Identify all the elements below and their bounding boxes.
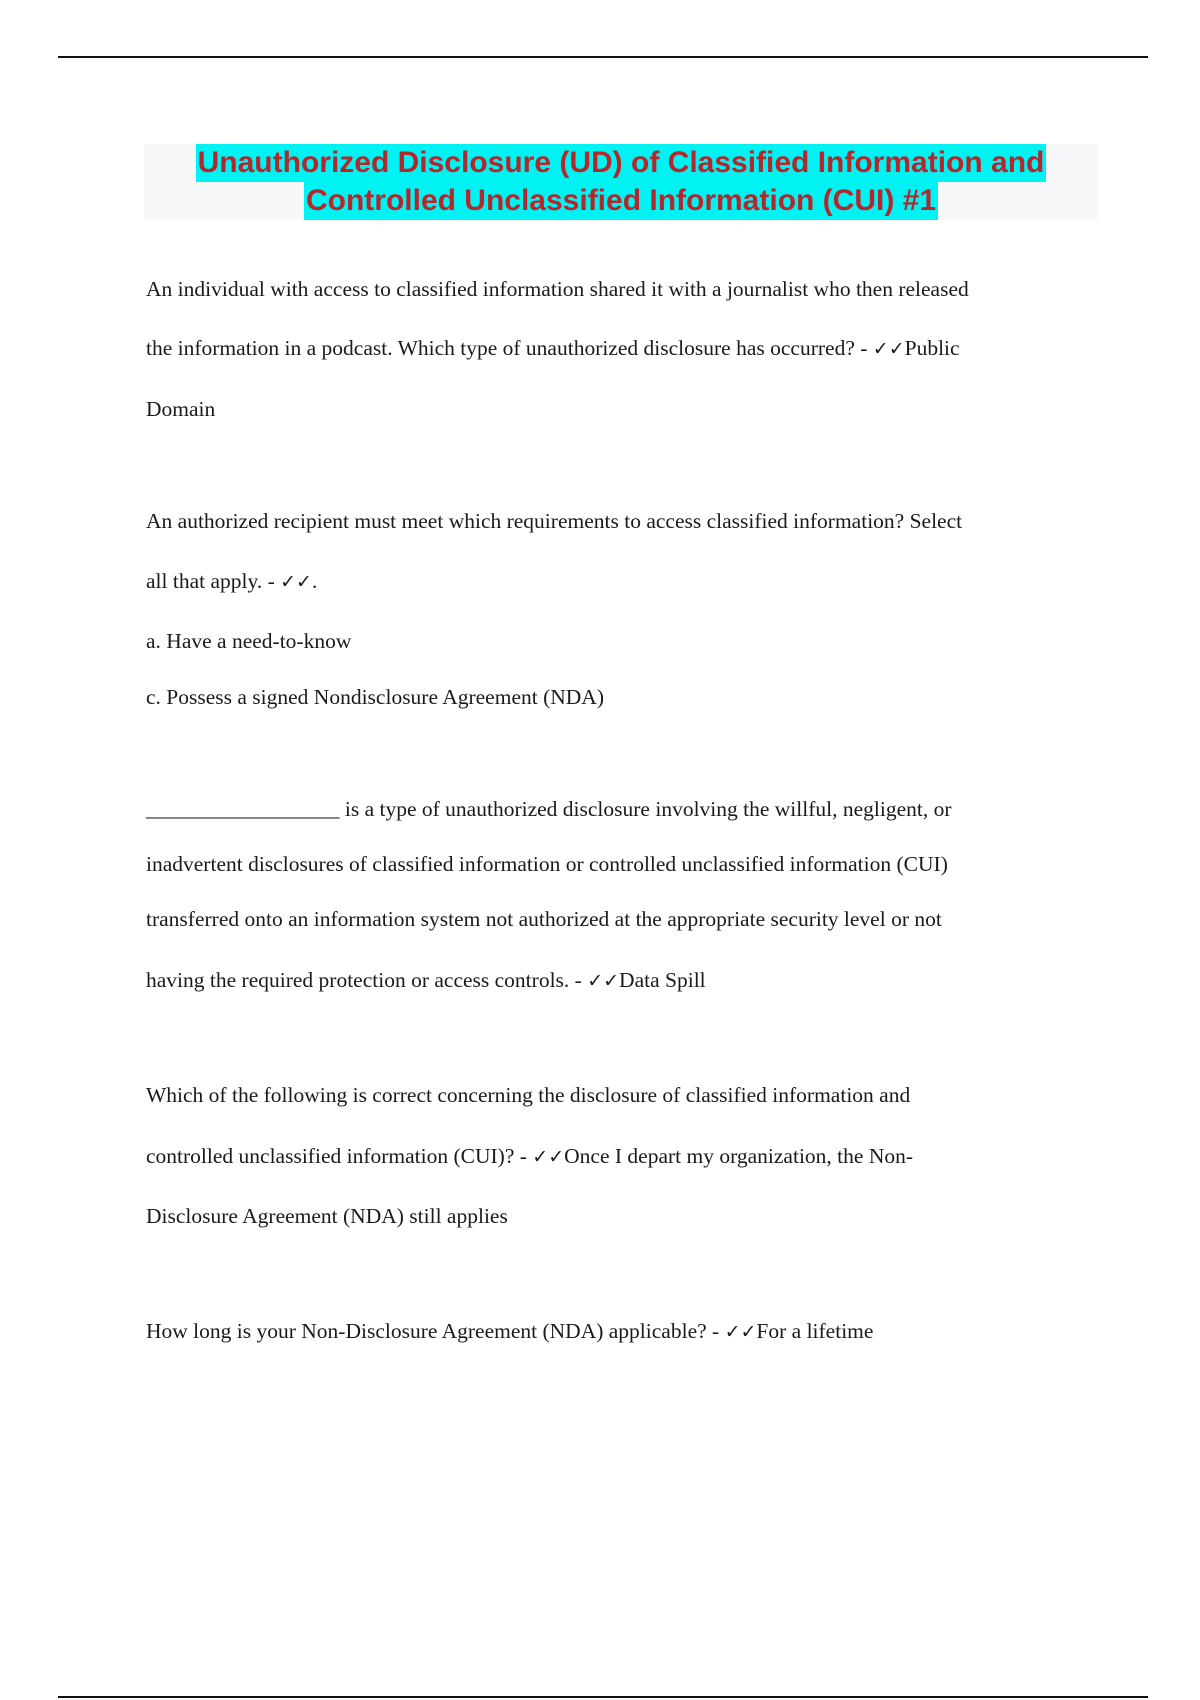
question-2-line-2: [146, 568, 317, 595]
question-2-text: all that apply. -: [146, 569, 281, 593]
double-check-icon: ✓✓: [280, 571, 312, 593]
question-4-text: controlled unclassified information (CUI)? -: [146, 1144, 533, 1168]
question-5-line-1: [146, 1318, 873, 1345]
question-3-text: having the required protection or access controls. -: [146, 968, 588, 992]
double-check-icon: ✓✓: [872, 338, 905, 360]
question-1-text: the information in a podcast. Which type of unauthorized disclosure has occurred? -: [146, 336, 873, 360]
question-2-line-1: An authorized recipient must meet which requirements to access classified information? Select: [146, 509, 963, 533]
question-3-line-1: __________________ is a type of unauthorized disclosure involving the willful, negligent, or: [146, 797, 952, 821]
double-check-icon: ✓✓: [587, 970, 620, 992]
double-check-icon: ✓✓: [724, 1321, 757, 1343]
question-5-text: How long is your Non-Disclosure Agreement (NDA) applicable? -: [146, 1319, 725, 1343]
page-title: [144, 144, 1098, 220]
answer-option-c: c. Possess a signed Nondisclosure Agreement (NDA): [146, 685, 604, 709]
answer-4: Once I depart my organization, the Non-: [564, 1144, 914, 1168]
question-3-line-2: inadvertent disclosures of classified information or controlled unclassified information (CUI): [146, 852, 948, 876]
answer-5: For a lifetime: [756, 1319, 874, 1343]
question-1-line-1: An individual with access to classified information shared it with a journalist who then released: [146, 277, 969, 301]
bottom-rule: [58, 1696, 1148, 1698]
title-line-2: Controlled Unclassified Information (CUI) #1: [304, 182, 938, 220]
answer-2: .: [311, 569, 318, 593]
question-4-line-2: [146, 1143, 913, 1170]
answer-4-line-2: Disclosure Agreement (NDA) still applies: [146, 1204, 508, 1228]
double-check-icon: ✓✓: [532, 1146, 565, 1168]
question-3-line-3: transferred onto an information system not authorized at the appropriate security level or not: [146, 907, 942, 931]
answer-1: Public: [904, 336, 960, 360]
question-1-line-2: [146, 335, 960, 362]
question-3-line-4: [146, 967, 706, 994]
title-line-1: Unauthorized Disclosure (UD) of Classified Information and: [196, 144, 1047, 182]
top-rule: [58, 56, 1148, 58]
answer-3: Data Spill: [619, 968, 706, 992]
answer-1-line-2: Domain: [146, 397, 216, 421]
question-4-line-1: Which of the following is correct concerning the disclosure of classified information and: [146, 1083, 911, 1107]
answer-option-a: a. Have a need-to-know: [146, 629, 352, 653]
